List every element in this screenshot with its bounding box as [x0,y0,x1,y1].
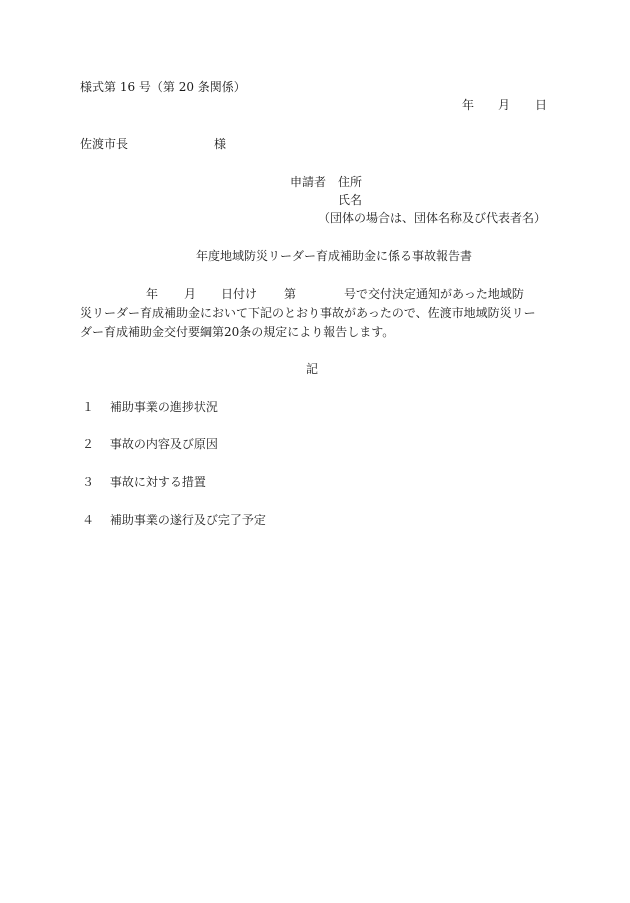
item-number: ２ [82,437,95,451]
item-number: ４ [82,513,95,527]
list-item [82,513,266,528]
addressee-honorific: 様 [214,137,227,151]
name-label: 氏名 [338,193,363,207]
item-number: ３ [82,475,95,489]
list-item [82,475,206,490]
body-dated: 日付け [221,287,258,301]
body-line-2: 災リーダー育成補助金において下記のとおり事故があったので、佐渡市地域防災リー [80,306,536,320]
date-month: 月 [498,98,511,112]
document-title: 年度地域防災リーダー育成補助金に係る事故報告書 [196,249,473,263]
address-label: 住所 [338,175,363,189]
body-month: 月 [184,287,197,301]
addressee: 佐渡市長 [80,137,129,151]
item-text: 補助事業の進捗状況 [109,400,218,414]
body-line-3: ダー育成補助金交付要綱第20条の規定により報告します。 [80,325,395,339]
body-number-prefix: 第 [284,287,297,301]
date-year: 年 [462,98,475,112]
date-day: 日 [535,98,548,112]
list-item [82,400,218,415]
body-line1-rest: 号で交付決定通知があった地域防 [344,287,524,301]
group-note: （団体の場合は、団体名称及び代表者名） [318,211,547,225]
ki-heading: 記 [306,362,319,376]
item-text: 補助事業の遂行及び完了予定 [109,513,266,527]
body-year: 年 [146,287,159,301]
list-item [82,437,218,452]
item-text: 事故の内容及び原因 [109,437,218,451]
applicant-label: 申請者 [290,175,327,189]
form-number: 様式第 16 号（第 20 条関係） [80,80,246,94]
item-number: １ [82,400,95,414]
item-text: 事故に対する措置 [109,475,206,489]
